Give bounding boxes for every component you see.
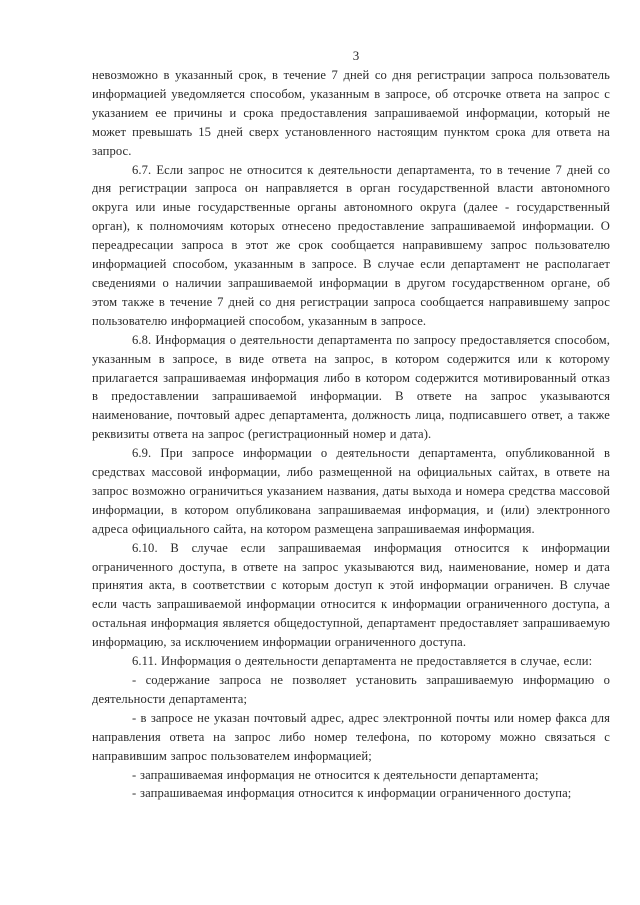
paragraph-6-8: 6.8. Информация о деятельности департамента по запросу предоставляется способом, указанным в запросе, в виде ответа на запрос, в котором содержится или к которому прилагается запрашиваемая информация либо в котором содержится мотивированный отказ в предоставлении запрашиваемой информации. В ответе на запрос указываются наименование, почтовый адрес департамента, должность лица, подписавшего ответ, а также реквизиты ответа на запрос (регистрационный номер и дата).	[92, 332, 610, 442]
list-item: - содержание запроса не позволяет установить запрашиваемую информацию о деятельности департамента;	[92, 673, 610, 706]
paragraph-6-10: 6.10. В случае если запрашиваемая информация относится к информации ограниченного доступа, в ответе на запрос указываются вид, наименование, номер и дата принятия акта, в соответствии с которым доступ к этой информации ограничен. В случае если часть запрашиваемой информации относится к информации ограниченного доступа, а остальная информация является общедоступной, департамент предоставляет запрашиваемую информацию, за исключением информации ограниченного доступа.	[92, 540, 610, 650]
paragraph-continuation: невозможно в указанный срок, в течение 7 дней со дня регистрации запроса пользователь информацией уведомляется способом, указанным в запросе, об отсрочке ответа на запрос с указанием ее причины и срока предоставления запрашиваемой информации, который не может превышать 15 дней сверх установленного настоящим пунктом срока для ответа на запрос.	[92, 68, 610, 158]
body-text	[92, 66, 610, 803]
list-item: - в запросе не указан почтовый адрес, адрес электронной почты или номер факса для направления ответа на запрос либо номер телефона, по которому можно связаться с направившим запрос пользователем информацией;	[92, 710, 610, 763]
paragraph-6-9: 6.9. При запросе информации о деятельности департамента, опубликованной в средствах массовой информации, либо размещенной на официальных сайтах, в ответе на запрос возможно ограничиться указанием названия, даты выхода и номера средства массовой информации, в котором опубликована запрашиваемая информация, и (или) электронного адреса официального сайта, на котором размещена запрашиваемая информация.	[92, 446, 610, 536]
list-item: - запрашиваемая информация относится к информации ограниченного доступа;	[132, 786, 572, 801]
paragraph-6-7: 6.7. Если запрос не относится к деятельности департамента, то в течение 7 дней со дня регистрации запроса он направляется в орган государственной власти автономного округа или иные государственные органы автономного округа (далее - государственный орган), к полномочиям которых отнесено предоставление запрашиваемой информации. О переадресации запроса в этот же срок сообщается направившему запрос пользователю информацией способом, указанным в запросе. В случае если департамент не располагает сведениями о наличии запрашиваемой информации в другом государственном органе, об этом также в течение 7 дней со дня регистрации запроса сообщается направившему запрос пользователю информацией способом, указанным в запросе.	[92, 162, 610, 328]
list-item: - запрашиваемая информация не относится к деятельности департамента;	[132, 767, 539, 782]
exceptions-list	[92, 671, 610, 803]
paragraph-6-11: 6.11. Информация о деятельности департамента не предоставляется в случае, если:	[132, 654, 593, 669]
page-number: 3	[352, 48, 360, 63]
